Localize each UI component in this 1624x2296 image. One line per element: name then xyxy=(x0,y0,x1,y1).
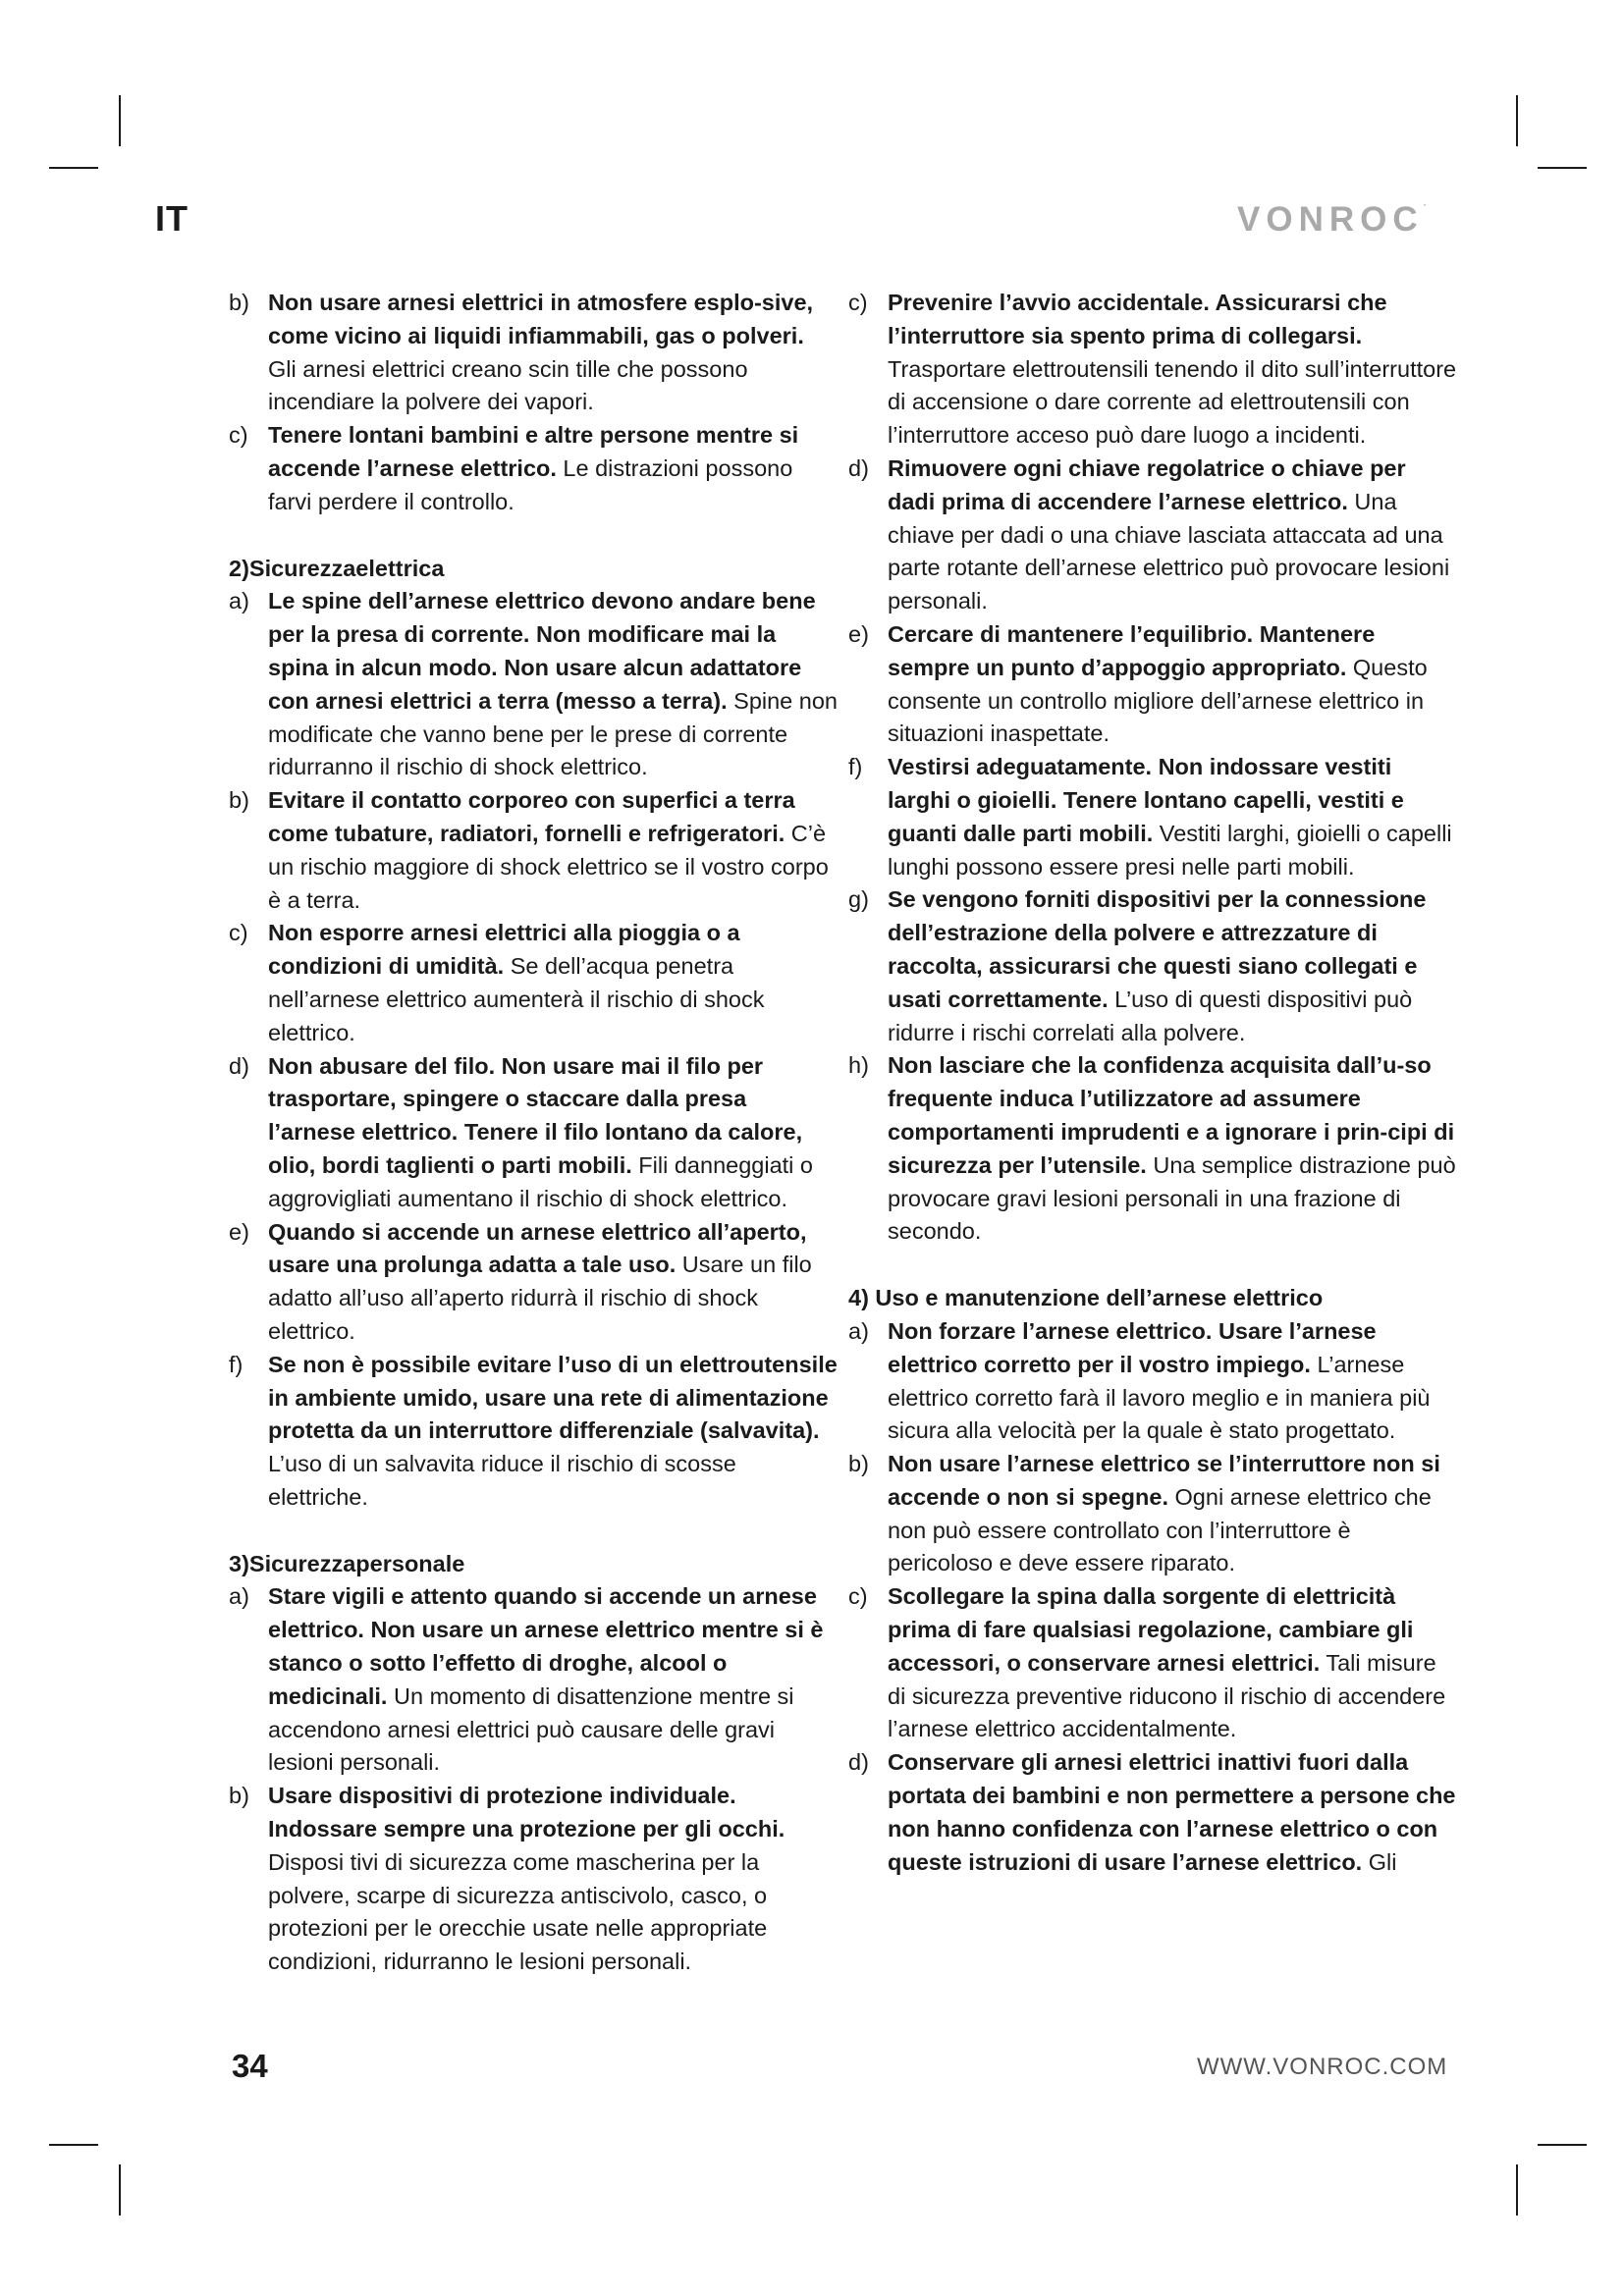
list-item xyxy=(229,1216,838,1349)
list-item xyxy=(229,1050,838,1216)
item-bold: Non forzare l’arnese elettrico. Usare l’arnese elettrico corretto per il vostro impiego. xyxy=(888,1317,1377,1377)
section-heading-electrical-safety: 2)Sicurezzaelettrica xyxy=(229,555,445,581)
page-number: 34 xyxy=(232,2048,268,2084)
crop-mark xyxy=(1538,167,1587,169)
list-item xyxy=(848,453,1457,618)
list-item xyxy=(229,1349,838,1515)
brand-name: VONROC xyxy=(1237,200,1424,239)
item-marker: h) xyxy=(848,1052,869,1079)
brand-logo xyxy=(1237,200,1427,240)
item-marker: b) xyxy=(229,1783,249,1809)
item-bold: Non usare l’arnese elettrico se l’interruttore non si accende o non si spegne. xyxy=(888,1451,1440,1510)
item-bold: Scollegare la spina dalla sorgente di elettricità prima di fare qualsiasi regolazione, cambiare gli accessori, o conservare arnesi elettrici. xyxy=(888,1583,1414,1676)
brand-mark: · xyxy=(1423,200,1427,211)
item-text: Un momento di disattenzione mentre si accendono arnesi elettrici può causare delle gravi lesioni personali. xyxy=(268,1682,794,1776)
list-item xyxy=(848,287,1457,453)
item-bold: Usare dispositivi di protezione individuale. Indossare sempre una protezione per gli occhi. xyxy=(268,1783,785,1842)
item-marker: a) xyxy=(229,588,249,614)
left-top-list xyxy=(229,287,838,519)
item-marker: d) xyxy=(848,454,869,481)
crop-mark xyxy=(49,2144,98,2146)
item-marker: e) xyxy=(229,1218,249,1245)
list-item xyxy=(848,751,1457,883)
list-item xyxy=(229,287,838,419)
item-bold: Vestirsi adeguatamente. Non indossare vestiti larghi o gioielli. Tenere lontano capelli, vestiti e guanti dalle parti mobili. xyxy=(888,754,1404,846)
item-marker: b) xyxy=(848,1451,869,1477)
personal-safety-list xyxy=(229,1580,838,1979)
section-heading-personal-safety: 3)Sicurezzapersonale xyxy=(229,1550,465,1576)
list-item xyxy=(848,1315,1457,1448)
item-bold: Tenere lontani bambini e altre persone mentre si accende l’arnese elettrico. xyxy=(268,422,799,481)
item-text: Disposi tivi di sicurezza come mascherina per la polvere, scarpe di sicurezza antiscivolo, casco, o protezioni per le orecchie usate nelle appropriate condizioni, ridurranno le lesioni personali. xyxy=(268,1848,768,1975)
item-text: L’uso di un salvavita riduce il rischio di scosse elettriche. xyxy=(268,1451,736,1510)
tool-use-care-list xyxy=(848,1315,1457,1880)
crop-mark xyxy=(1538,2144,1587,2146)
list-item xyxy=(848,1049,1457,1249)
item-bold: Se vengono forniti dispositivi per la connessione dell’estrazione della polvere e attrezzature di raccolta, assicurarsi che questi siano collegati e usati correttamente. xyxy=(888,886,1427,1012)
item-text: Vestiti larghi, gioielli o capelli lunghi possono essere presi nelle parti mobili. xyxy=(888,820,1452,880)
right-column xyxy=(848,287,1457,1879)
item-bold: Cercare di mantenere l’equilibrio. Mantenere sempre un punto d’appoggio appropriato. xyxy=(888,620,1376,680)
item-text: Le distrazioni possono farvi perdere il controllo. xyxy=(268,454,793,514)
item-text: L’arnese elettrico corretto farà il lavoro meglio e in maniera più sicura alla velocità per la quale è stato progettato. xyxy=(888,1351,1431,1444)
item-text: Tali misure di sicurezza preventive riducono il rischio di accendere l’arnese elettrico accidentalmente. xyxy=(888,1649,1446,1742)
item-bold: Prevenire l’avvio accidentale. Assicurarsi che l’interruttore sia spento prima di collegarsi. xyxy=(888,290,1387,348)
item-text: Se dell’acqua penetra nell’arnese elettrico aumenterà il rischio di shock elettrico. xyxy=(268,953,765,1045)
list-item xyxy=(848,883,1457,1049)
item-bold: Stare vigili e attento quando si accende un arnese elettrico. Non usare un arnese elettrico mentre si è stanco o sotto l’effetto di droghe, alcool o medicinali. xyxy=(268,1583,824,1709)
list-item xyxy=(229,419,838,518)
language-label: IT xyxy=(155,198,189,239)
item-text: Gli xyxy=(1362,1848,1397,1875)
item-marker: c) xyxy=(848,290,868,315)
item-text: Una chiave per dadi o una chiave lasciata attaccata ad una parte rotante dell’arnese elettrico può provocare lesioni personali. xyxy=(888,488,1450,614)
section-heading-tool-use-care: 4) Uso e manutenzione dell’arnese elettrico xyxy=(848,1285,1324,1311)
crop-mark xyxy=(1516,95,1518,146)
right-top-list xyxy=(848,287,1457,1249)
item-bold: Rimuovere ogni chiave regolatrice o chiave per dadi prima di accendere l’arnese elettrico. xyxy=(888,454,1406,514)
item-marker: c) xyxy=(848,1583,868,1610)
item-text: Fili danneggiati o aggrovigliati aumentano il rischio di shock elettrico. xyxy=(268,1151,813,1211)
item-bold: Non lasciare che la confidenza acquisita dall’u-so frequente induca l’utilizzatore ad assumere comportamenti imprudenti e a ignorare i prin-cipi di sicurezza per l’utensile. xyxy=(888,1052,1455,1178)
item-marker: a) xyxy=(229,1583,249,1610)
item-text: Usare un filo adatto all’uso all’aperto ridurrà il rischio di shock elettrico. xyxy=(268,1252,812,1344)
item-text: C’è un rischio maggiore di shock elettrico se il vostro corpo è a terra. xyxy=(268,820,829,913)
list-item xyxy=(848,618,1457,751)
item-marker: d) xyxy=(229,1052,249,1079)
item-bold: Non esporre arnesi elettrici alla pioggia o a condizioni di umidità. xyxy=(268,920,740,980)
crop-mark xyxy=(119,95,121,146)
item-text: L’uso di questi dispositivi può ridurre i rischi correlati alla polvere. xyxy=(888,986,1413,1045)
item-marker: g) xyxy=(848,886,869,913)
crop-mark xyxy=(1516,2164,1518,2216)
list-item xyxy=(229,784,838,917)
list-item xyxy=(848,1448,1457,1580)
item-marker: b) xyxy=(229,787,249,814)
item-bold: Le spine dell’arnese elettrico devono andare bene per la presa di corrente. Non modificare mai la spina in alcun modo. Non usare alcun adattatore con arnesi elettrici a terra (messo a terra). xyxy=(268,588,816,714)
item-marker: b) xyxy=(229,290,249,315)
item-bold: Evitare il contatto corporeo con superfici a terra come tubature, radiatori, fornelli e refrigeratori. xyxy=(268,787,795,846)
crop-mark xyxy=(119,2164,121,2216)
item-marker: f) xyxy=(229,1351,244,1377)
item-text: Spine non modificate che vanno bene per le prese di corrente ridurranno il rischio di shock elettrico. xyxy=(268,687,838,780)
item-text: Trasportare elettroutensili tenendo il dito sull’interruttore di accensione o dare corrente ad elettroutensili con l’interruttore acceso può dare luogo a incidenti. xyxy=(888,355,1457,449)
item-bold: Conservare gli arnesi elettrici inattivi fuori dalla portata dei bambini e non permettere a persone che non hanno confidenza con l’arnese elettrico o con queste istruzioni di usare l’arnese elettrico. xyxy=(888,1749,1456,1875)
item-marker: e) xyxy=(848,620,869,647)
item-text: Questo consente un controllo migliore dell’arnese elettrico in situazioni inaspettate. xyxy=(888,654,1428,747)
list-item xyxy=(229,1580,838,1780)
crop-mark xyxy=(49,167,98,169)
list-item xyxy=(848,1580,1457,1746)
item-bold: Non abusare del filo. Non usare mai il filo per trasportare, spingere o staccare dalla presa l’arnese elettrico. Tenere il filo lontano da calore, olio, bordi taglienti o parti mobili. xyxy=(268,1052,803,1178)
electrical-safety-list xyxy=(229,585,838,1514)
item-marker: c) xyxy=(229,920,248,946)
list-item xyxy=(848,1746,1457,1879)
item-text: Gli arnesi elettrici creano scin tille che possono incendiare la polvere dei vapori. xyxy=(268,355,748,415)
item-bold: Se non è possibile evitare l’uso di un elettroutensile in ambiente umido, usare una rete di alimentazione protetta da un interruttore differenziale (salvavita). xyxy=(268,1351,838,1444)
left-column xyxy=(229,287,838,1979)
item-marker: f) xyxy=(848,754,863,780)
item-text: Ogni arnese elettrico che non può essere controllato con l’interruttore è pericoloso e deve essere riparato. xyxy=(888,1483,1432,1576)
list-item xyxy=(229,1780,838,1979)
list-item xyxy=(229,917,838,1049)
list-item xyxy=(229,585,838,784)
item-text: Una semplice distrazione può provocare gravi lesioni personali in una frazione di secondo. xyxy=(888,1151,1456,1245)
item-marker: d) xyxy=(848,1749,869,1776)
item-marker: a) xyxy=(848,1317,869,1344)
item-bold: Non usare arnesi elettrici in atmosfere esplo-sive, come vicino ai liquidi infiammabili, gas o polveri. xyxy=(268,290,814,348)
item-marker: c) xyxy=(229,422,248,449)
website-url: WWW.VONROC.COM xyxy=(1197,2054,1448,2080)
item-bold: Quando si accende un arnese elettrico all’aperto, usare una prolunga adatta a tale uso. xyxy=(268,1218,807,1278)
